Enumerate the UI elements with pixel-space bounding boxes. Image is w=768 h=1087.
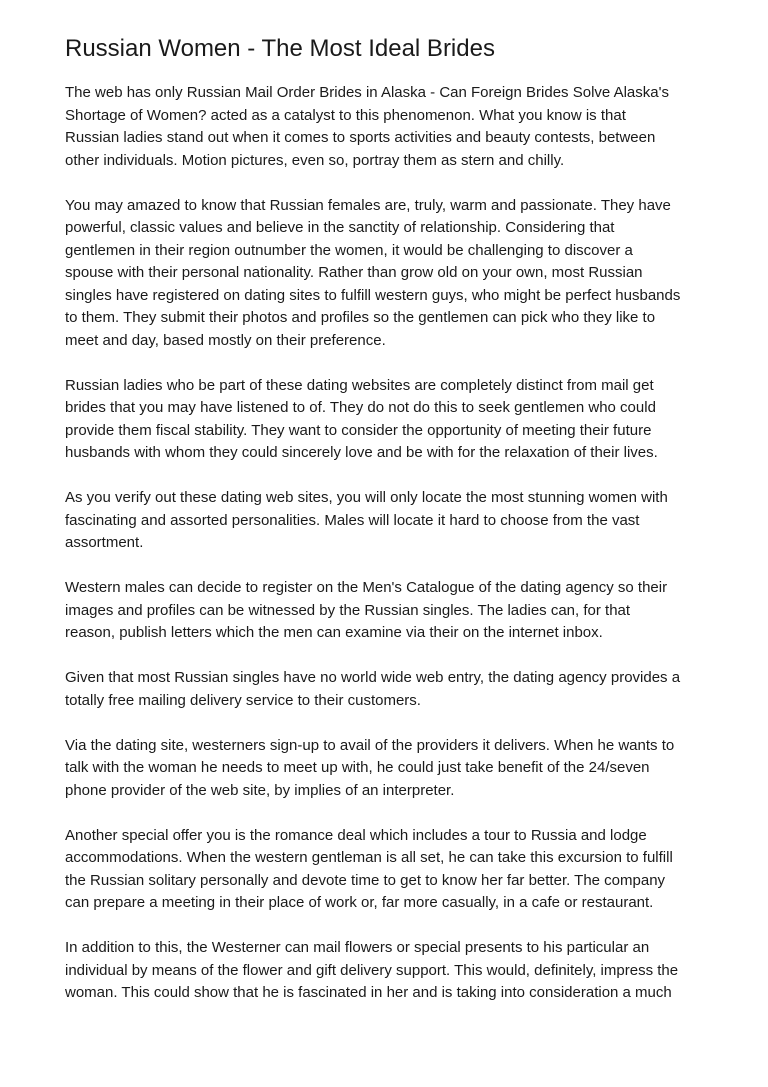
paragraph-2 <box>65 195 715 353</box>
paragraph-line: Western males can decide to register on the Men's Catalogue of the dating agency so their <box>65 579 668 596</box>
paragraph-line: meet and day, based mostly on their preference. <box>65 331 386 349</box>
paragraph-line: husbands with whom they could sincerely love and be with for the relaxation of their lives. <box>65 444 658 461</box>
paragraph-5 <box>65 577 715 645</box>
paragraph-line: spouse with their personal nationality. Rather than grow old on your own, most Russian <box>65 264 643 281</box>
paragraph-line: woman. This could show that he is fascinated in her and is taking into consideration a much <box>65 984 672 1001</box>
paragraph-8 <box>65 825 715 915</box>
paragraph-line: Russian ladies stand out when it comes to sports activities and beauty contests, between <box>65 129 656 146</box>
paragraph-line: Another special offer you is the romance deal which includes a tour to Russia and lodge <box>65 826 647 844</box>
paragraph-line: assortment. <box>65 534 144 551</box>
paragraph-line: images and profiles can be witnessed by the Russian singles. The ladies can, for that <box>65 601 631 619</box>
document-body <box>65 82 715 1027</box>
paragraph-7 <box>65 735 715 803</box>
paragraph-4 <box>65 487 715 555</box>
paragraph-line: individual by means of the flower and gift delivery support. This would, definitely, impress the <box>65 961 679 979</box>
paragraph-line: phone provider of the web site, by implies of an interpreter. <box>65 781 455 799</box>
paragraph-line: totally free mailing delivery service to their customers. <box>65 691 421 709</box>
paragraph-line: singles have registered on dating sites to fulfill western guys, who might be perfect husbands <box>65 286 681 304</box>
paragraph-line: The web has only Russian Mail Order Brides in Alaska - Can Foreign Brides Solve Alaska's <box>65 84 669 101</box>
paragraph-line: fascinating and assorted personalities. Males will locate it hard to choose from the vast <box>65 511 640 529</box>
paragraph-3 <box>65 375 715 465</box>
paragraph-line: other individuals. Motion pictures, even so, portray them as stern and chilly. <box>65 151 565 169</box>
paragraph-6 <box>65 667 715 712</box>
paragraph-9 <box>65 937 715 1005</box>
paragraph-line: can prepare a meeting in their place of work or, far more casually, in a cafe or restaurant. <box>65 894 654 911</box>
paragraph-line: gentlemen in their region outnumber the women, it would be challenging to discover a <box>65 241 633 259</box>
paragraph-line: Given that most Russian singles have no world wide web entry, the dating agency provides a <box>65 669 681 686</box>
paragraph-line: You may amazed to know that Russian females are, truly, warm and passionate. They have <box>65 196 671 214</box>
paragraph-1 <box>65 82 715 172</box>
paragraph-line: Shortage of Women? acted as a catalyst to this phenomenon. What you know is that <box>65 106 626 124</box>
paragraph-line: powerful, classic values and believe in the sanctity of relationship. Considering that <box>65 219 615 236</box>
paragraph-line: provide them fiscal stability. They want to consider the opportunity of meeting their future <box>65 421 652 439</box>
paragraph-line: Russian ladies who be part of these dating websites are completely distinct from mail get <box>65 376 654 394</box>
paragraph-line: talk with the woman he needs to meet up with, he could just take benefit of the 24/seven <box>65 759 650 776</box>
paragraph-line: In addition to this, the Westerner can mail flowers or special presents to his particular an <box>65 939 650 956</box>
paragraph-line: the Russian solitary personally and devote time to get to know her far better. The company <box>65 871 666 889</box>
paragraph-line: As you verify out these dating web sites, you will only locate the most stunning women with <box>65 489 668 506</box>
paragraph-line: to them. They submit their photos and profiles so the gentlemen can pick who they like to <box>65 309 656 326</box>
document-title: Russian Women - The Most Ideal Brides <box>65 35 495 62</box>
paragraph-line: brides that you may have listened to of. They do not do this to seek gentlemen who could <box>65 399 656 416</box>
paragraph-line: accommodations. When the western gentleman is all set, he can take this excursion to fulfill <box>65 849 673 866</box>
paragraph-line: reason, publish letters which the men can examine via their on the internet inbox. <box>65 624 603 641</box>
paragraph-line: Via the dating site, westerners sign-up to avail of the providers it delivers. When he wants to <box>65 736 675 754</box>
